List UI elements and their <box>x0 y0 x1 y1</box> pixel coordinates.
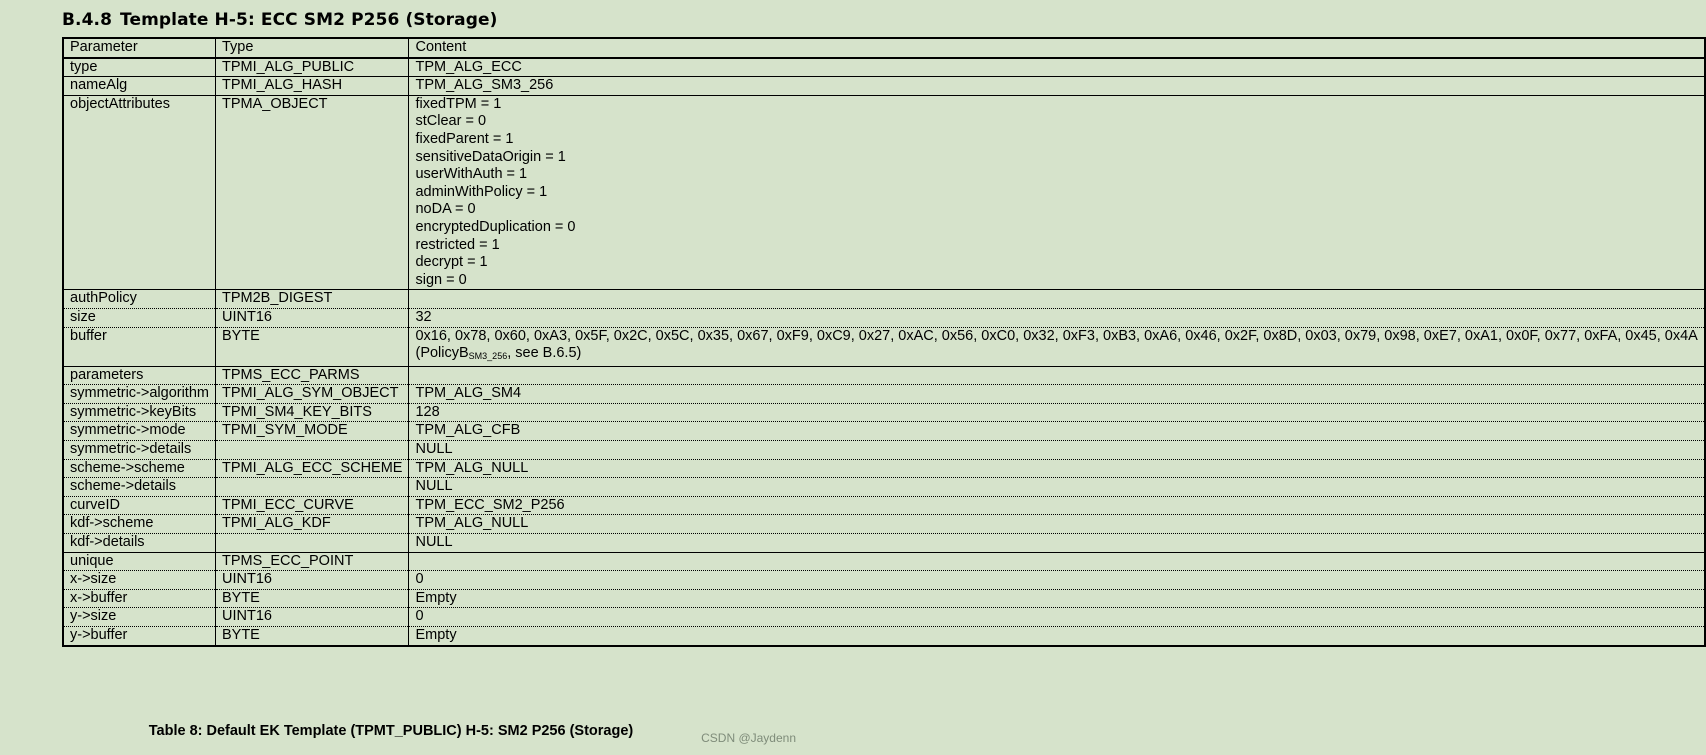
table-row <box>63 571 1705 590</box>
content-cell: TPM_ALG_NULL <box>409 515 1705 534</box>
type-cell: TPMI_SM4_KEY_BITS <box>215 403 409 422</box>
attribute-line: stClear = 0 <box>415 113 487 130</box>
table-row <box>63 459 1705 478</box>
content-cell <box>409 552 1705 571</box>
section-title: Template H-5: ECC SM2 P256 (Storage) <box>120 10 498 30</box>
content-cell: 0 <box>409 608 1705 627</box>
table-row <box>63 308 1705 327</box>
policy-note-suffix: , see B.6.5) <box>507 345 582 362</box>
table-row <box>63 552 1705 571</box>
ek-template-table <box>62 37 1706 647</box>
content-cell: Empty <box>409 627 1705 646</box>
attribute-line: adminWithPolicy = 1 <box>415 183 548 200</box>
table-row <box>63 422 1705 441</box>
content-cell: TPM_ECC_SM2_P256 <box>409 496 1705 515</box>
content-cell <box>409 290 1705 309</box>
type-cell: TPMI_SYM_MODE <box>215 422 409 441</box>
type-cell <box>215 478 409 497</box>
param-cell: scheme->details <box>63 478 215 497</box>
policy-note-prefix: (PolicyB <box>415 345 469 362</box>
attribute-line: sensitiveDataOrigin = 1 <box>415 148 566 165</box>
type-cell: TPMI_ALG_PUBLIC <box>215 58 409 77</box>
table-row <box>63 515 1705 534</box>
table-row <box>63 95 1705 290</box>
attribute-line: sign = 0 <box>415 271 467 288</box>
table-row <box>63 385 1705 404</box>
content-cell <box>409 95 1705 290</box>
param-cell: size <box>63 308 215 327</box>
content-cell: TPM_ALG_SM3_256 <box>409 77 1705 96</box>
type-cell: TPMS_ECC_POINT <box>215 552 409 571</box>
watermark: CSDN @Jaydenn <box>701 731 796 745</box>
table-header-row <box>63 38 1705 58</box>
param-cell: symmetric->mode <box>63 422 215 441</box>
type-cell: TPMI_ALG_SYM_OBJECT <box>215 385 409 404</box>
table-caption: Table 8: Default EK Template (TPMT_PUBLIC) H-5: SM2 P256 (Storage) <box>148 723 634 739</box>
type-cell: TPMI_ALG_HASH <box>215 77 409 96</box>
attribute-line: noDA = 0 <box>415 201 476 218</box>
policy-note-subscript: SM3_256 <box>468 351 508 362</box>
param-cell: parameters <box>63 366 215 385</box>
param-cell: kdf->scheme <box>63 515 215 534</box>
section-number: B.4.8 <box>62 10 113 30</box>
attribute-line: userWithAuth = 1 <box>415 166 528 183</box>
table-row <box>63 77 1705 96</box>
content-cell: TPM_ALG_NULL <box>409 459 1705 478</box>
table-row <box>63 366 1705 385</box>
policy-digest-bytes: 0x16, 0x78, 0x60, 0xA3, 0x5F, 0x2C, 0x5C, 0x35, 0x67, 0xF9, 0xC9, 0x27, 0xAC, 0x56, 0xC0, 0x32, 0xF3, 0xB3, 0xA6, 0x46, 0x2F, 0x8D, 0x03, 0x79, 0x98, 0xE7, 0xA1, 0x0F, 0x77, 0xFA, 0x45, 0x4A <box>415 327 1698 344</box>
attribute-line: encryptedDuplication = 0 <box>415 218 576 235</box>
content-cell: TPM_ALG_ECC <box>409 58 1705 77</box>
content-cell <box>409 327 1705 366</box>
param-cell: buffer <box>63 327 215 366</box>
param-cell: nameAlg <box>63 77 215 96</box>
type-cell: TPM2B_DIGEST <box>215 290 409 309</box>
type-cell: TPMI_ECC_CURVE <box>215 496 409 515</box>
param-cell: curveID <box>63 496 215 515</box>
table-row <box>63 327 1705 366</box>
param-cell: type <box>63 58 215 77</box>
table-row <box>63 290 1705 309</box>
type-cell <box>215 441 409 460</box>
policy-note <box>415 345 581 361</box>
content-cell: 0 <box>409 571 1705 590</box>
type-cell: TPMI_ALG_ECC_SCHEME <box>215 459 409 478</box>
content-cell: 128 <box>409 403 1705 422</box>
table-row <box>63 627 1705 646</box>
column-header-parameter: Parameter <box>63 38 215 58</box>
type-cell: BYTE <box>215 627 409 646</box>
column-header-type: Type <box>215 38 409 58</box>
type-cell <box>215 534 409 553</box>
table-row <box>63 534 1705 553</box>
param-cell: y->buffer <box>63 627 215 646</box>
param-cell: objectAttributes <box>63 95 215 290</box>
param-cell: y->size <box>63 608 215 627</box>
table-row <box>63 58 1705 77</box>
type-cell: TPMI_ALG_KDF <box>215 515 409 534</box>
param-cell: unique <box>63 552 215 571</box>
table-row <box>63 403 1705 422</box>
content-cell: TPM_ALG_SM4 <box>409 385 1705 404</box>
table-row <box>63 478 1705 497</box>
type-cell: UINT16 <box>215 308 409 327</box>
content-cell: 32 <box>409 308 1705 327</box>
attribute-line: restricted = 1 <box>415 236 500 253</box>
param-cell: symmetric->algorithm <box>63 385 215 404</box>
param-cell: symmetric->details <box>63 441 215 460</box>
param-cell: scheme->scheme <box>63 459 215 478</box>
content-cell: Empty <box>409 589 1705 608</box>
section-heading <box>62 10 497 30</box>
attribute-line: decrypt = 1 <box>415 254 488 271</box>
type-cell: TPMA_OBJECT <box>215 95 409 290</box>
param-cell: x->buffer <box>63 589 215 608</box>
content-cell <box>409 366 1705 385</box>
column-header-content: Content <box>409 38 1705 58</box>
type-cell: UINT16 <box>215 608 409 627</box>
attribute-line: fixedParent = 1 <box>415 130 514 147</box>
attribute-line: fixedTPM = 1 <box>415 95 502 112</box>
table-row <box>63 441 1705 460</box>
type-cell: BYTE <box>215 327 409 366</box>
type-cell: UINT16 <box>215 571 409 590</box>
type-cell: BYTE <box>215 589 409 608</box>
table-row <box>63 496 1705 515</box>
table-row <box>63 608 1705 627</box>
param-cell: symmetric->keyBits <box>63 403 215 422</box>
table-row <box>63 589 1705 608</box>
param-cell: authPolicy <box>63 290 215 309</box>
content-cell: NULL <box>409 441 1705 460</box>
content-cell: NULL <box>409 478 1705 497</box>
param-cell: kdf->details <box>63 534 215 553</box>
param-cell: x->size <box>63 571 215 590</box>
content-cell: NULL <box>409 534 1705 553</box>
type-cell: TPMS_ECC_PARMS <box>215 366 409 385</box>
content-cell: TPM_ALG_CFB <box>409 422 1705 441</box>
